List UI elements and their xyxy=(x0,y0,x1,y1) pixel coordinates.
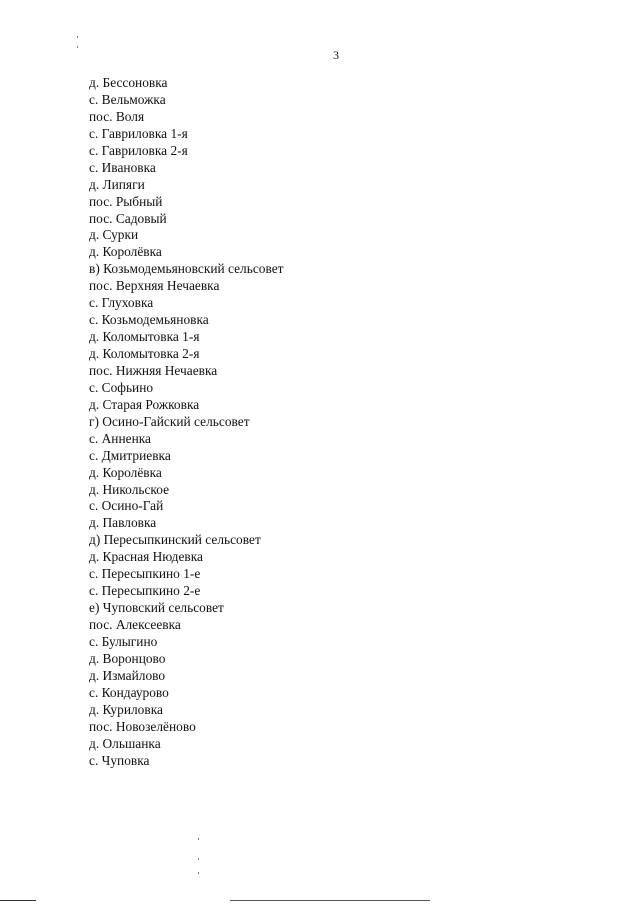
list-item: д) Пересыпкинский сельсовет xyxy=(89,532,261,548)
list-item: д. Сурки xyxy=(89,227,139,243)
list-item: с. Гавриловка 2-я xyxy=(89,142,188,158)
list-item: д. Липяги xyxy=(89,176,145,192)
list-item: д. Коломытовка 1-я xyxy=(89,329,200,345)
list-item: д. Старая Рожковка xyxy=(89,396,200,412)
list-item: с. Анненка xyxy=(89,430,151,446)
list-item: д. Воронцово xyxy=(89,650,166,666)
list-item: д. Коломытовка 2-я xyxy=(89,346,200,361)
list-item: д. Красная Нюдевка xyxy=(89,549,203,565)
list-item: с. Глуховка xyxy=(89,295,154,311)
scan-speck xyxy=(198,872,199,874)
list-item: д. Ольшанка xyxy=(89,735,161,751)
list-item: с. Дмитриевка xyxy=(89,447,171,463)
list-item: д. Никольское xyxy=(89,481,170,497)
list-item: с. Булыгино xyxy=(89,633,158,649)
list-item: с. Осино-Гай xyxy=(89,498,164,514)
list-item: в) Козьмодемьяновский сельсовет xyxy=(89,261,284,277)
list-item: д. Куриловка xyxy=(89,701,163,717)
bottom-rule xyxy=(0,900,36,901)
list-item: пос. Воля xyxy=(89,108,145,124)
list-item: пос. Рыбный xyxy=(89,193,163,209)
scan-speck xyxy=(198,838,199,840)
list-item: с. Гавриловка 1-я xyxy=(89,125,188,141)
list-item: г) Осино-Гайский сельсовет xyxy=(89,413,250,429)
list-item: с. Чуповка xyxy=(89,752,150,768)
list-item: д. Королёвка xyxy=(89,244,162,260)
list-item: пос. Нижняя Нечаевка xyxy=(89,362,218,378)
list-item: д. Павловка xyxy=(89,515,157,531)
list-item: с. Пересыпкино 1-е xyxy=(89,566,201,582)
page-number: 3 xyxy=(333,48,339,62)
bottom-rule xyxy=(230,900,430,901)
list-item: д. Бессоновка xyxy=(89,75,168,90)
list-item: с. Софьино xyxy=(89,379,154,395)
list-item: пос. Новозелёново xyxy=(89,718,196,734)
list-item: е) Чуповский сельсовет xyxy=(89,600,224,616)
list-item: д. Измайлово xyxy=(89,667,166,683)
list-item: д. Королёвка xyxy=(89,464,162,480)
list-item: пос. Садовый xyxy=(89,210,167,226)
list-item: с. Ивановка xyxy=(89,159,156,175)
list-item: с. Козьмодемьяновка xyxy=(89,312,209,328)
scan-speck xyxy=(77,36,78,38)
list-item: с. Кондаурово xyxy=(89,684,169,700)
list-item: с. Вельможка xyxy=(89,91,166,107)
list-item: пос. Верхняя Нечаевка xyxy=(89,278,220,294)
scan-speck xyxy=(77,46,78,48)
scan-speck xyxy=(198,858,199,860)
list-item: с. Пересыпкино 2-е xyxy=(89,583,201,599)
settlement-list xyxy=(89,75,284,769)
list-item: пос. Алексеевка xyxy=(89,617,181,632)
